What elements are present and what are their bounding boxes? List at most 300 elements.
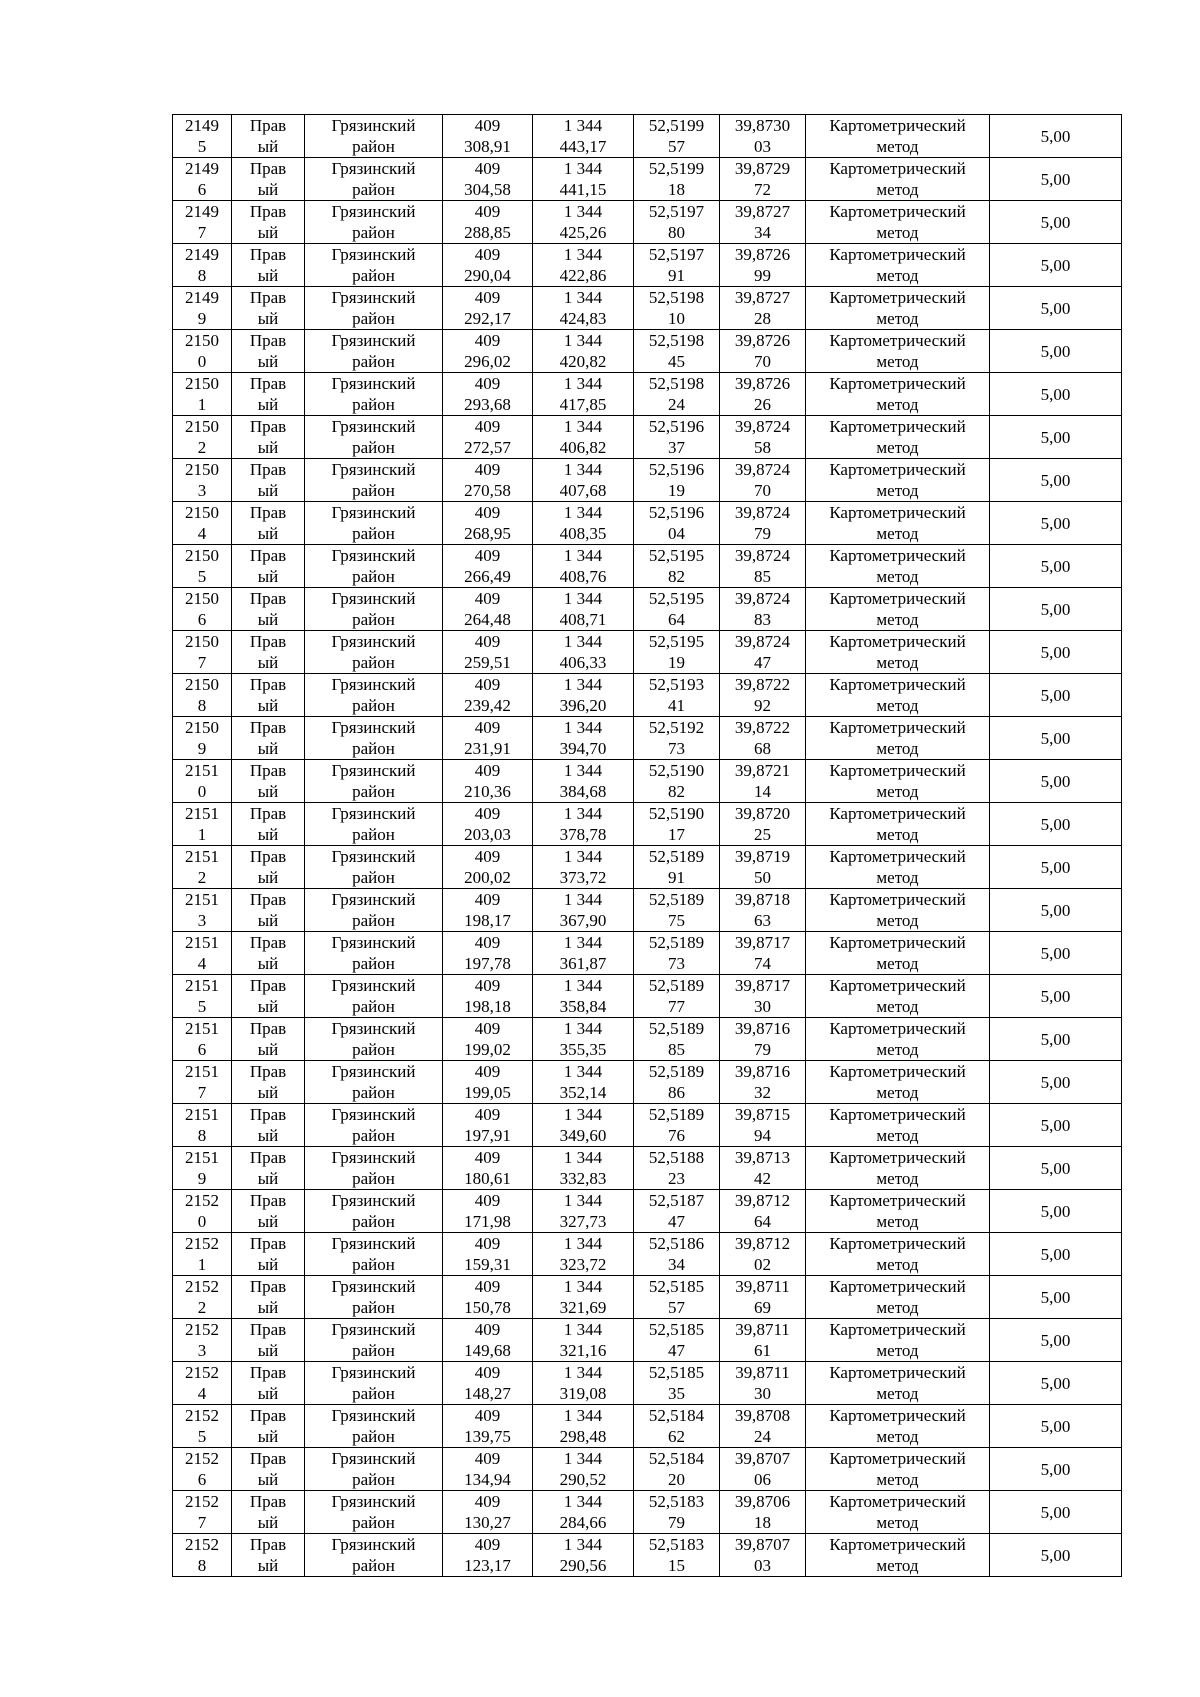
latitude-line-1: 52,5185 xyxy=(648,1320,705,1339)
point-number-cell xyxy=(173,932,232,975)
latitude-line-2: 18 xyxy=(668,180,685,199)
district-line-1: Грязинский xyxy=(331,159,416,178)
bank-side-line-1: Прав xyxy=(249,632,287,651)
y-coordinate-line-1: 1 344 xyxy=(563,1492,603,1511)
longitude-line-2: 24 xyxy=(754,1427,771,1446)
x-coordinate-line-1: 409 xyxy=(474,632,501,651)
x-coordinate-line-1: 409 xyxy=(474,417,501,436)
point-number-line-1: 2151 xyxy=(185,1148,219,1167)
point-number-cell xyxy=(173,975,232,1018)
district-line-2: район xyxy=(352,1298,395,1317)
district-line-2: район xyxy=(352,1126,395,1145)
y-coordinate-line-2: 408,76 xyxy=(559,567,607,586)
longitude-line-2: 18 xyxy=(754,1513,771,1532)
latitude-cell xyxy=(634,459,720,502)
y-coordinate-cell xyxy=(533,373,634,416)
point-number-line-1: 2151 xyxy=(185,933,219,952)
latitude-cell xyxy=(634,1233,720,1276)
x-coordinate-line-1: 409 xyxy=(474,761,501,780)
latitude-line-1: 52,5189 xyxy=(648,1105,705,1124)
table-row xyxy=(173,1104,1122,1147)
longitude-cell xyxy=(720,287,806,330)
x-coordinate-line-2: 288,85 xyxy=(464,223,511,242)
district-line-2: район xyxy=(352,1083,395,1102)
longitude-cell xyxy=(720,502,806,545)
latitude-cell xyxy=(634,975,720,1018)
district-cell xyxy=(305,803,443,846)
x-coordinate-line-1: 409 xyxy=(474,1535,501,1554)
point-number-line-1: 2152 xyxy=(185,1234,219,1253)
point-number-cell xyxy=(173,1534,232,1577)
table-row xyxy=(173,373,1122,416)
longitude-line-2: 03 xyxy=(754,1556,771,1575)
district-line-2: район xyxy=(352,825,395,844)
method-line-1: Картометрический xyxy=(829,417,966,436)
table-row xyxy=(173,1276,1122,1319)
method-line-1: Картометрический xyxy=(829,976,966,995)
longitude-line-1: 39,8716 xyxy=(734,1062,791,1081)
method-line-1: Картометрический xyxy=(829,1320,966,1339)
longitude-line-2: 25 xyxy=(754,825,771,844)
latitude-line-2: 19 xyxy=(668,481,685,500)
y-coordinate-line-1: 1 344 xyxy=(563,632,603,651)
longitude-line-2: 70 xyxy=(754,481,771,500)
latitude-line-1: 52,5189 xyxy=(648,890,705,909)
district-cell xyxy=(305,373,443,416)
x-coordinate-line-1: 409 xyxy=(474,1277,501,1296)
y-coordinate-cell xyxy=(533,631,634,674)
point-number-cell xyxy=(173,588,232,631)
longitude-cell xyxy=(720,330,806,373)
bank-side-line-1: Прав xyxy=(249,1234,287,1253)
point-number-line-2: 9 xyxy=(197,309,207,328)
latitude-line-1: 52,5183 xyxy=(648,1535,705,1554)
bank-side-cell xyxy=(232,416,305,459)
y-coordinate-cell xyxy=(533,1018,634,1061)
longitude-line-2: 85 xyxy=(754,567,771,586)
table-row xyxy=(173,717,1122,760)
x-coordinate-line-2: 200,02 xyxy=(464,868,511,887)
district-line-1: Грязинский xyxy=(331,245,416,264)
table-row xyxy=(173,1233,1122,1276)
bank-side-cell xyxy=(232,201,305,244)
district-line-1: Грязинский xyxy=(331,202,416,221)
accuracy-cell: 5,00 xyxy=(990,674,1122,717)
y-coordinate-line-2: 319,08 xyxy=(559,1384,607,1403)
latitude-line-2: 73 xyxy=(668,954,685,973)
table-row xyxy=(173,330,1122,373)
district-line-2: район xyxy=(352,1255,395,1274)
y-coordinate-cell xyxy=(533,846,634,889)
method-line-1: Картометрический xyxy=(829,718,966,737)
bank-side-line-1: Прав xyxy=(249,1320,287,1339)
x-coordinate-line-2: 293,68 xyxy=(464,395,511,414)
x-coordinate-line-2: 272,57 xyxy=(464,438,511,457)
longitude-line-1: 39,8724 xyxy=(734,546,791,565)
method-line-2: метод xyxy=(876,1513,919,1532)
bank-side-line-2: ый xyxy=(257,1212,279,1231)
y-coordinate-cell xyxy=(533,717,634,760)
district-cell xyxy=(305,1319,443,1362)
longitude-line-1: 39,8724 xyxy=(734,503,791,522)
longitude-line-1: 39,8722 xyxy=(734,675,791,694)
x-coordinate-line-2: 123,17 xyxy=(464,1556,511,1575)
x-coordinate-cell xyxy=(443,115,533,158)
district-line-1: Грязинский xyxy=(331,976,416,995)
district-line-1: Грязинский xyxy=(331,632,416,651)
bank-side-line-1: Прав xyxy=(249,1535,287,1554)
point-number-cell xyxy=(173,1190,232,1233)
method-line-2: метод xyxy=(876,1470,919,1489)
method-cell xyxy=(806,1491,990,1534)
accuracy-cell: 5,00 xyxy=(990,975,1122,1018)
x-coordinate-line-2: 150,78 xyxy=(464,1298,511,1317)
table-row xyxy=(173,158,1122,201)
point-number-line-1: 2152 xyxy=(185,1535,219,1554)
point-number-line-2: 1 xyxy=(197,825,207,844)
bank-side-line-2: ый xyxy=(257,825,279,844)
method-line-2: метод xyxy=(876,868,919,887)
y-coordinate-line-2: 332,83 xyxy=(559,1169,607,1188)
y-coordinate-cell xyxy=(533,1319,634,1362)
table-row xyxy=(173,1491,1122,1534)
x-coordinate-cell xyxy=(443,244,533,287)
longitude-line-1: 39,8729 xyxy=(734,159,791,178)
bank-side-line-2: ый xyxy=(257,1255,279,1274)
x-coordinate-cell xyxy=(443,631,533,674)
point-number-line-2: 6 xyxy=(197,610,207,629)
bank-side-cell xyxy=(232,1018,305,1061)
table-row xyxy=(173,975,1122,1018)
y-coordinate-line-2: 408,71 xyxy=(559,610,607,629)
point-number-cell xyxy=(173,459,232,502)
bank-side-line-2: ый xyxy=(257,1556,279,1575)
district-line-2: район xyxy=(352,610,395,629)
latitude-cell xyxy=(634,416,720,459)
x-coordinate-cell xyxy=(443,1061,533,1104)
method-line-1: Картометрический xyxy=(829,1535,966,1554)
x-coordinate-line-1: 409 xyxy=(474,675,501,694)
y-coordinate-line-1: 1 344 xyxy=(563,1406,603,1425)
point-number-cell xyxy=(173,201,232,244)
point-number-line-1: 2152 xyxy=(185,1363,219,1382)
bank-side-cell xyxy=(232,158,305,201)
district-cell xyxy=(305,674,443,717)
longitude-line-2: 14 xyxy=(754,782,771,801)
bank-side-line-1: Прав xyxy=(249,1363,287,1382)
district-line-1: Грязинский xyxy=(331,116,416,135)
district-line-1: Грязинский xyxy=(331,1320,416,1339)
bank-side-line-2: ый xyxy=(257,137,279,156)
method-cell xyxy=(806,1405,990,1448)
latitude-line-1: 52,5189 xyxy=(648,976,705,995)
y-coordinate-line-2: 406,33 xyxy=(559,653,607,672)
y-coordinate-cell xyxy=(533,674,634,717)
latitude-line-2: 85 xyxy=(668,1040,685,1059)
point-number-cell xyxy=(173,545,232,588)
longitude-line-1: 39,8711 xyxy=(735,1277,790,1296)
bank-side-line-1: Прав xyxy=(249,245,287,264)
y-coordinate-line-2: 408,35 xyxy=(559,524,607,543)
table-row xyxy=(173,588,1122,631)
y-coordinate-line-1: 1 344 xyxy=(563,761,603,780)
x-coordinate-line-2: 292,17 xyxy=(464,309,511,328)
method-line-2: метод xyxy=(876,137,919,156)
latitude-cell xyxy=(634,545,720,588)
point-number-cell xyxy=(173,1319,232,1362)
method-line-1: Картометрический xyxy=(829,632,966,651)
district-line-1: Грязинский xyxy=(331,589,416,608)
method-line-2: метод xyxy=(876,1384,919,1403)
accuracy-cell: 5,00 xyxy=(990,330,1122,373)
point-number-cell xyxy=(173,115,232,158)
point-number-line-2: 1 xyxy=(197,1255,207,1274)
x-coordinate-line-1: 409 xyxy=(474,245,501,264)
x-coordinate-line-1: 409 xyxy=(474,1191,501,1210)
bank-side-line-2: ый xyxy=(257,395,279,414)
y-coordinate-line-2: 361,87 xyxy=(559,954,607,973)
point-number-line-1: 2150 xyxy=(185,546,219,565)
x-coordinate-line-2: 308,91 xyxy=(464,137,511,156)
bank-side-line-2: ый xyxy=(257,1298,279,1317)
longitude-cell xyxy=(720,158,806,201)
point-number-line-1: 2149 xyxy=(185,116,219,135)
method-line-1: Картометрический xyxy=(829,546,966,565)
latitude-line-1: 52,5183 xyxy=(648,1492,705,1511)
bank-side-line-1: Прав xyxy=(249,1277,287,1296)
accuracy-cell: 5,00 xyxy=(990,545,1122,588)
bank-side-line-2: ый xyxy=(257,1470,279,1489)
district-line-1: Грязинский xyxy=(331,1234,416,1253)
x-coordinate-cell xyxy=(443,1147,533,1190)
latitude-cell xyxy=(634,674,720,717)
accuracy-cell: 5,00 xyxy=(990,846,1122,889)
y-coordinate-line-1: 1 344 xyxy=(563,460,603,479)
accuracy-cell: 5,00 xyxy=(990,287,1122,330)
x-coordinate-line-1: 409 xyxy=(474,1148,501,1167)
method-cell xyxy=(806,803,990,846)
point-number-line-2: 9 xyxy=(197,1169,207,1188)
point-number-line-1: 2150 xyxy=(185,675,219,694)
point-number-line-1: 2150 xyxy=(185,718,219,737)
bank-side-cell xyxy=(232,1147,305,1190)
point-number-line-1: 2152 xyxy=(185,1320,219,1339)
point-number-line-2: 1 xyxy=(197,395,207,414)
latitude-line-1: 52,5198 xyxy=(648,288,705,307)
y-coordinate-cell xyxy=(533,1405,634,1448)
bank-side-cell xyxy=(232,545,305,588)
longitude-line-1: 39,8726 xyxy=(734,331,791,350)
x-coordinate-line-2: 203,03 xyxy=(464,825,511,844)
y-coordinate-line-1: 1 344 xyxy=(563,1019,603,1038)
y-coordinate-cell xyxy=(533,1147,634,1190)
district-cell xyxy=(305,1276,443,1319)
district-cell xyxy=(305,1491,443,1534)
latitude-line-1: 52,5199 xyxy=(648,116,705,135)
district-line-1: Грязинский xyxy=(331,761,416,780)
x-coordinate-line-1: 409 xyxy=(474,159,501,178)
accuracy-cell: 5,00 xyxy=(990,1448,1122,1491)
point-number-line-2: 2 xyxy=(197,868,207,887)
bank-side-cell xyxy=(232,244,305,287)
point-number-line-2: 3 xyxy=(197,1341,207,1360)
point-number-line-1: 2149 xyxy=(185,288,219,307)
bank-side-cell xyxy=(232,588,305,631)
x-coordinate-line-2: 180,61 xyxy=(464,1169,511,1188)
x-coordinate-cell xyxy=(443,330,533,373)
method-line-2: метод xyxy=(876,180,919,199)
accuracy-cell: 5,00 xyxy=(990,1104,1122,1147)
method-cell xyxy=(806,588,990,631)
point-number-line-2: 4 xyxy=(197,954,207,973)
x-coordinate-line-2: 198,17 xyxy=(464,911,511,930)
bank-side-line-1: Прав xyxy=(249,1148,287,1167)
longitude-line-2: 79 xyxy=(754,1040,771,1059)
table-row xyxy=(173,1448,1122,1491)
x-coordinate-cell xyxy=(443,201,533,244)
latitude-line-2: 62 xyxy=(668,1427,685,1446)
district-cell xyxy=(305,1233,443,1276)
accuracy-cell: 5,00 xyxy=(990,244,1122,287)
point-number-line-1: 2151 xyxy=(185,804,219,823)
x-coordinate-line-1: 409 xyxy=(474,1363,501,1382)
table-row xyxy=(173,1018,1122,1061)
latitude-line-1: 52,5185 xyxy=(648,1363,705,1382)
bank-side-line-2: ый xyxy=(257,266,279,285)
district-cell xyxy=(305,631,443,674)
method-cell xyxy=(806,201,990,244)
latitude-line-2: 57 xyxy=(668,1298,685,1317)
district-cell xyxy=(305,459,443,502)
longitude-cell xyxy=(720,803,806,846)
point-number-line-2: 7 xyxy=(197,223,207,242)
point-number-cell xyxy=(173,416,232,459)
method-line-2: метод xyxy=(876,481,919,500)
y-coordinate-cell xyxy=(533,244,634,287)
longitude-line-1: 39,8724 xyxy=(734,589,791,608)
longitude-cell xyxy=(720,1362,806,1405)
method-line-1: Картометрический xyxy=(829,1105,966,1124)
y-coordinate-line-2: 367,90 xyxy=(559,911,607,930)
y-coordinate-cell xyxy=(533,975,634,1018)
method-line-1: Картометрический xyxy=(829,1019,966,1038)
longitude-line-2: 61 xyxy=(754,1341,771,1360)
district-line-1: Грязинский xyxy=(331,933,416,952)
district-cell xyxy=(305,1018,443,1061)
accuracy-cell: 5,00 xyxy=(990,1061,1122,1104)
y-coordinate-line-1: 1 344 xyxy=(563,589,603,608)
district-cell xyxy=(305,760,443,803)
bank-side-cell xyxy=(232,846,305,889)
latitude-line-1: 52,5195 xyxy=(648,546,705,565)
bank-side-cell xyxy=(232,502,305,545)
y-coordinate-line-2: 290,56 xyxy=(559,1556,607,1575)
bank-side-cell xyxy=(232,1104,305,1147)
district-line-2: район xyxy=(352,1212,395,1231)
method-line-1: Картометрический xyxy=(829,1062,966,1081)
method-line-1: Картометрический xyxy=(829,890,966,909)
method-line-1: Картометрический xyxy=(829,1191,966,1210)
latitude-line-1: 52,5184 xyxy=(648,1406,705,1425)
longitude-line-1: 39,8711 xyxy=(735,1363,790,1382)
longitude-line-1: 39,8720 xyxy=(734,804,791,823)
x-coordinate-cell xyxy=(443,889,533,932)
x-coordinate-line-1: 409 xyxy=(474,589,501,608)
district-cell xyxy=(305,201,443,244)
point-number-cell xyxy=(173,889,232,932)
y-coordinate-line-1: 1 344 xyxy=(563,546,603,565)
method-line-2: метод xyxy=(876,1427,919,1446)
district-line-1: Грязинский xyxy=(331,374,416,393)
x-coordinate-cell xyxy=(443,1319,533,1362)
point-number-line-1: 2152 xyxy=(185,1406,219,1425)
district-line-2: район xyxy=(352,567,395,586)
x-coordinate-cell xyxy=(443,717,533,760)
method-cell xyxy=(806,244,990,287)
x-coordinate-line-2: 210,36 xyxy=(464,782,511,801)
x-coordinate-cell xyxy=(443,1276,533,1319)
point-number-line-2: 8 xyxy=(197,1126,207,1145)
y-coordinate-cell xyxy=(533,1276,634,1319)
latitude-line-1: 52,5197 xyxy=(648,202,705,221)
x-coordinate-line-2: 259,51 xyxy=(464,653,511,672)
method-line-1: Картометрический xyxy=(829,245,966,264)
district-cell xyxy=(305,502,443,545)
district-line-1: Грязинский xyxy=(331,417,416,436)
longitude-line-2: 50 xyxy=(754,868,771,887)
point-number-line-1: 2151 xyxy=(185,761,219,780)
accuracy-cell: 5,00 xyxy=(990,1018,1122,1061)
bank-side-line-2: ый xyxy=(257,481,279,500)
method-line-2: метод xyxy=(876,1212,919,1231)
longitude-line-2: 58 xyxy=(754,438,771,457)
bank-side-cell xyxy=(232,932,305,975)
longitude-cell xyxy=(720,1190,806,1233)
district-line-2: район xyxy=(352,524,395,543)
y-coordinate-line-1: 1 344 xyxy=(563,976,603,995)
accuracy-cell: 5,00 xyxy=(990,416,1122,459)
longitude-line-1: 39,8724 xyxy=(734,417,791,436)
method-line-1: Картометрический xyxy=(829,804,966,823)
method-line-1: Картометрический xyxy=(829,1492,966,1511)
bank-side-line-1: Прав xyxy=(249,761,287,780)
bank-side-line-1: Прав xyxy=(249,546,287,565)
method-line-2: метод xyxy=(876,266,919,285)
point-number-cell xyxy=(173,287,232,330)
latitude-line-2: 24 xyxy=(668,395,685,414)
bank-side-line-1: Прав xyxy=(249,1492,287,1511)
y-coordinate-line-1: 1 344 xyxy=(563,675,603,694)
longitude-cell xyxy=(720,1491,806,1534)
district-line-2: район xyxy=(352,1040,395,1059)
latitude-line-2: 75 xyxy=(668,911,685,930)
longitude-line-2: 28 xyxy=(754,309,771,328)
district-line-2: район xyxy=(352,1513,395,1532)
district-cell xyxy=(305,287,443,330)
y-coordinate-cell xyxy=(533,502,634,545)
latitude-cell xyxy=(634,1018,720,1061)
longitude-line-2: 34 xyxy=(754,223,771,242)
point-number-line-1: 2151 xyxy=(185,890,219,909)
method-line-2: метод xyxy=(876,825,919,844)
latitude-cell xyxy=(634,1448,720,1491)
latitude-line-1: 52,5190 xyxy=(648,804,705,823)
district-line-2: район xyxy=(352,1169,395,1188)
method-cell xyxy=(806,1534,990,1577)
district-cell xyxy=(305,1448,443,1491)
bank-side-cell xyxy=(232,717,305,760)
point-number-cell xyxy=(173,244,232,287)
